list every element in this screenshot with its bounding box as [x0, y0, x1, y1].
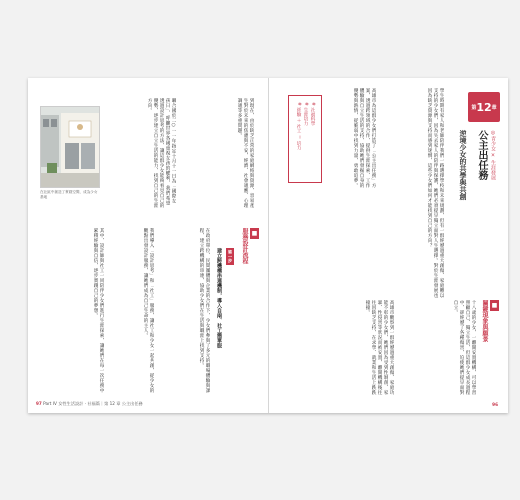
tag-box	[288, 95, 322, 183]
page-number-left: 97	[36, 401, 42, 406]
chapter-suffix: 章	[491, 104, 497, 111]
chapter-badge	[468, 92, 500, 122]
step-title: 建立跨機構串連機制，導入自兩、社工簡單服	[216, 248, 222, 348]
tag-2: # 生涯培力	[303, 102, 308, 126]
section2-paragraph-2: 我們導入「設計思考」和「社工」服務，讓社工和少女一起共創，從少女的觀點出發設計服務，讓她們成為自己生命的主人。	[143, 228, 154, 393]
right-page	[268, 78, 508, 413]
left-page	[28, 78, 268, 413]
section2-marker: ■	[251, 230, 258, 237]
running-footer: Part IV 女性生活設計 · 社福篇｜第 12 章 公主出任務	[43, 401, 143, 406]
intro-paragraph-2: 高雄市為這群少女們打造了「公主出任務」方案，透過跨領域的合作，提供生涯探索、工作體驗與自立生活的支持，協助她們發掘自身的優勢與熱情，從脆弱中找到力量，勇敢追夢。	[353, 88, 376, 188]
section2-paragraph-3: 其中，設計師與社工一同陪伴少女們進行生涯探索，讓她們在每一次任務中累積經驗與自信，逐步實踐自己的夢想。	[93, 228, 104, 393]
section1-paragraph-2: 高雄市觀察到一群經歷過重大創傷、家庭功能不彰的少女們，她們因為受到性剝削、家暴、性侵害等狀況而被安置，離開機構後往往因缺乏支持，在求學、就業和生活上跌跌撞撞。	[365, 300, 394, 395]
section1-heading: 關鍵現象與願景	[481, 300, 488, 342]
book-spread	[28, 78, 508, 413]
tag-3: # 經驗 ＋ 社工 ＝ 培力	[296, 102, 301, 150]
footer-right	[492, 402, 498, 407]
section2-heading: 服務設計流程	[241, 228, 248, 264]
step-box: 第一步	[228, 250, 233, 263]
category-label: ◎青少女 × 生涯發展	[490, 130, 496, 181]
section2-paragraph-1: 在政府單位、民間團體與企業的合作下，少女們參與了多元的職場體驗與課程，建立跨機構的串連，協助少女們在生活與職涯上找到支持。	[199, 228, 210, 393]
page-number-right: 96	[492, 402, 498, 407]
section1-paragraph-1: 十八歲的少女，一離開安置機構，可以學習照顧自己、獨立生活，但這群少女成長過程中，卻經歷了各種傷害，迫使她們提早面對自立。	[453, 300, 476, 395]
chapter-title: 公主出任務	[476, 130, 487, 180]
photo-caption: 在社區中創造了實踐空間，成為少女基地	[40, 190, 98, 199]
section1-marker: ■	[491, 302, 498, 309]
chapter-subtitle: 逆境少女的共學與共創	[459, 130, 467, 200]
footer-left	[36, 401, 143, 407]
left-intro-1: 到現在，由於缺乏正常的家庭網絡與資源，容易產生對於未來的焦慮與不安，經濟、社會適應、心理調適等多重問題。	[237, 98, 254, 208]
chapter-number: 12	[476, 100, 492, 114]
intro-paragraph-1: 學生時期有家人和老師陪伴我們一路選擇學校和未來規劃，但有一群經歷過重大創傷、家庭難以支持的少女們，因為失去家人的陪伴與保護，她們必須提早獨立面對人生選擇。對於生涯發展也因為缺乏資源與支持而感到迷惘，這些少女們如何才能找到自己的方向？	[427, 88, 444, 298]
storefront-photo	[40, 106, 100, 188]
left-intro-2: 聯合國於二○一一年指定十月十一日為「國際女孩日」，呼籲世界各國重視女孩的權利，我們希望透過設計思考的方法，讓這群少女能夠看見自己的優勢，逐步建立自立生活的能力，找到自己的生涯方向。	[147, 98, 176, 208]
tag-1: # 社福科學	[310, 102, 315, 126]
chapter-prefix: 第	[471, 104, 477, 111]
